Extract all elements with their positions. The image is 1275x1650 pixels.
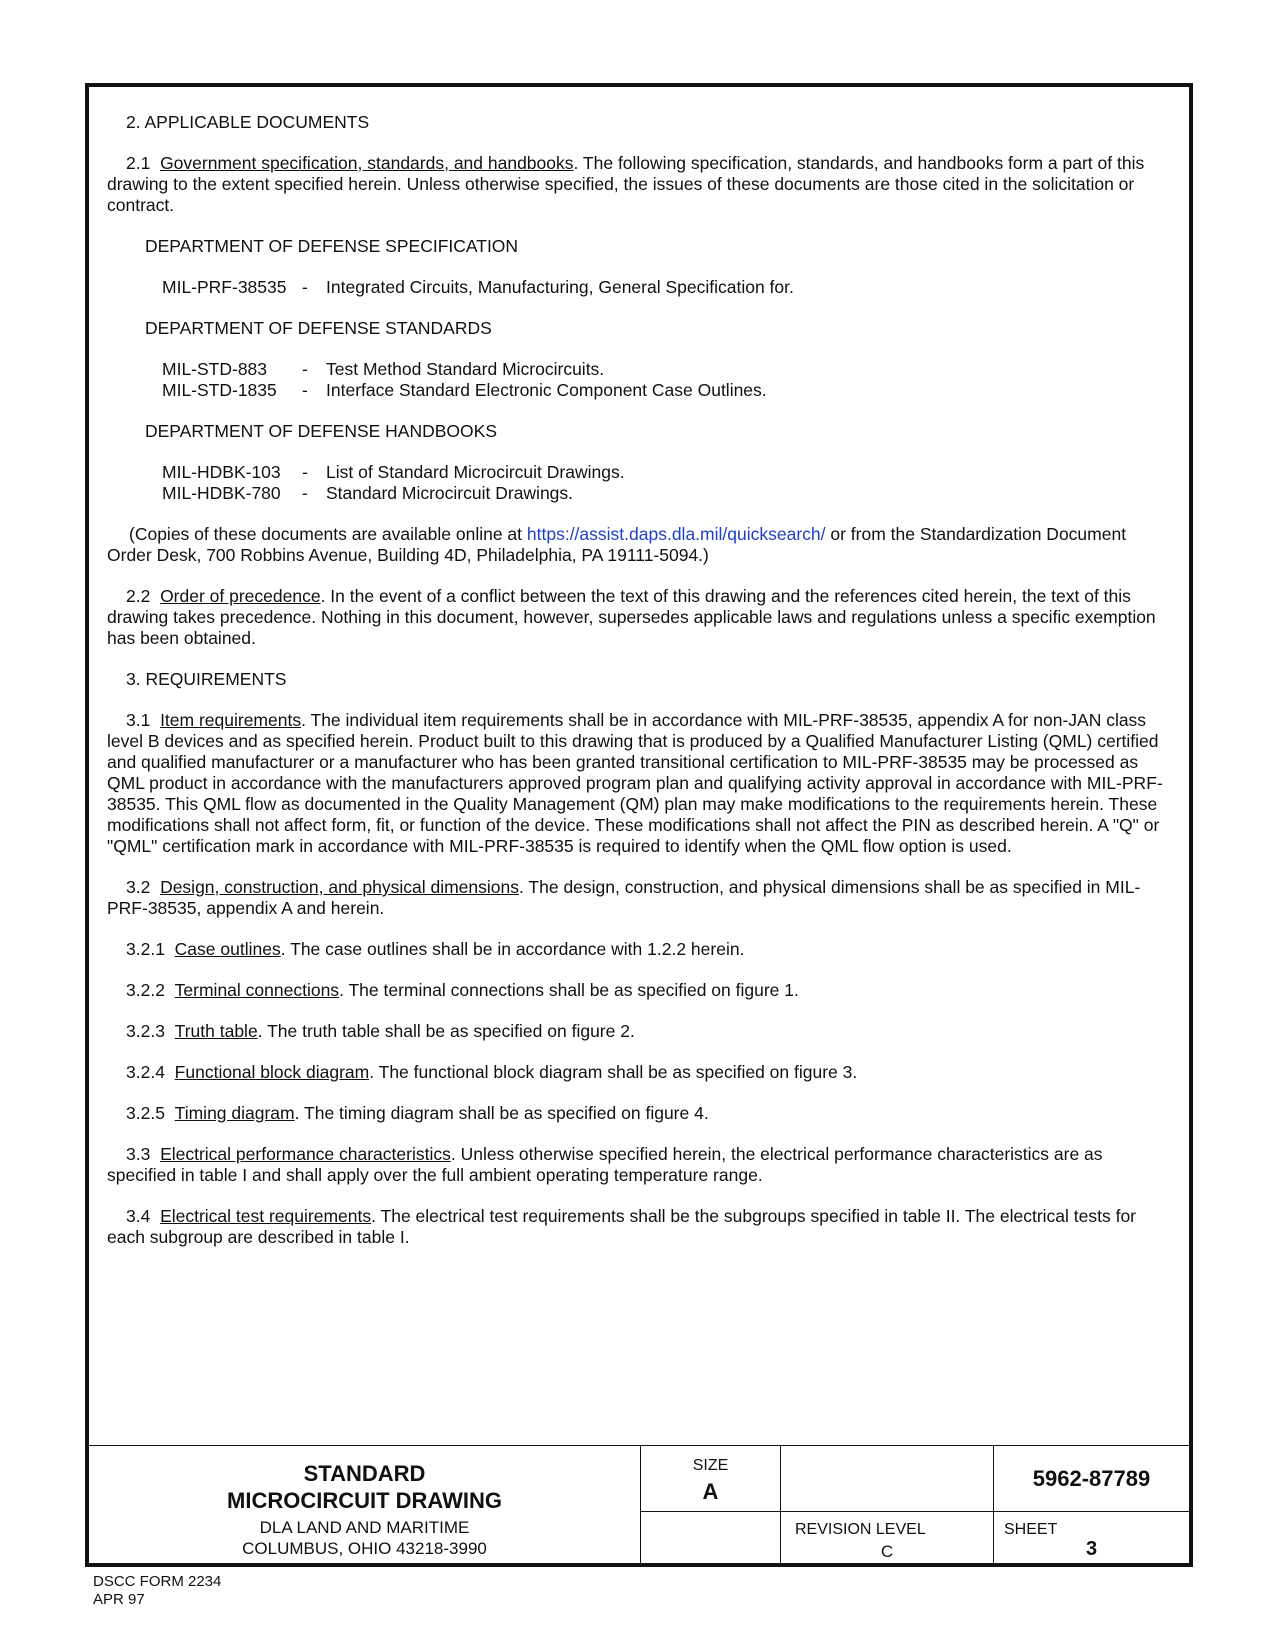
section-2-1-text: . The following specification, standards, and handbooks form a part of this drawing to the extent specified herein. Unless otherwise specified, the issues of these documents are those cited in the solicitation or contract. [107,153,1145,215]
section-2-2-text: . In the event of a conflict between the text of this drawing and the references cited herein, the text of this drawing takes precedence. Nothing in this document, however, supersedes applicable laws and regulations unless a specific exemption has been obtained. [107,586,1156,648]
section-3-2-5-text: . The timing diagram shall be as specified on figure 4. [294,1103,709,1123]
section-3-1-title: Item requirements [160,710,302,730]
dod-hdbk-heading: DEPARTMENT OF DEFENSE HANDBOOKS [145,421,497,441]
section-3-4-title: Electrical test requirements [160,1206,372,1226]
section-3-2-2-title: Terminal connections [174,980,340,1000]
doc-dash: - [302,483,308,503]
section-3-2-1-title: Case outlines [174,939,281,959]
copies-prefix: (Copies of these documents are available online at [129,524,527,544]
copies-suffix: or from the Standardization Document Order Desk, 700 Robbins Avenue, Building 4D, Philadelphia, PA 19111-5094.) [107,524,1127,565]
section-3-2-2-number: 3.2.2 [126,980,165,1000]
section-3-2-4-text: . The functional block diagram shall be as specified on figure 3. [369,1062,858,1082]
section-3-4-number: 3.4 [126,1206,151,1226]
dod-hdbk-list [107,462,1173,504]
doc-list-item [162,277,1173,298]
form-date: APR 97 [93,1591,145,1608]
assist-link[interactable]: https://assist.daps.dla.mil/quicksearch/ [526,524,826,544]
section-3-3-text: . Unless otherwise specified herein, the electrical performance characteristics are as specified in table I and shall apply over the full ambient operating temperature range. [107,1144,1103,1185]
revision-label: REVISION LEVEL [795,1521,926,1538]
org-address: COLUMBUS, OHIO 43218-3990 [242,1539,487,1558]
section-2-heading: 2. APPLICABLE DOCUMENTS [126,112,370,132]
doc-code: MIL-STD-883 [162,359,268,379]
doc-code: MIL-HDBK-103 [162,462,281,482]
doc-list-item [162,359,1173,380]
section-3-2-5-number: 3.2.5 [126,1103,165,1123]
doc-list-item [162,462,1173,483]
section-2-1-number: 2.1 [126,153,151,173]
section-3-1-number: 3.1 [126,710,151,730]
form-identifier [93,1573,221,1609]
microcircuit-drawing-label: MICROCIRCUIT DRAWING [227,1488,502,1513]
section-3-4 [107,1206,1173,1248]
document-body [107,112,1173,1268]
doc-code: MIL-PRF-38535 [162,277,287,297]
dod-spec-heading: DEPARTMENT OF DEFENSE SPECIFICATION [145,236,519,256]
section-3-2-number: 3.2 [126,877,151,897]
dod-spec-list [107,277,1173,298]
section-2-2 [107,586,1173,649]
title-block-empty-cell [781,1446,994,1512]
dod-std-heading: DEPARTMENT OF DEFENSE STANDARDS [145,318,492,338]
section-3-2-4-number: 3.2.4 [126,1062,165,1082]
form-number: DSCC FORM 2234 [93,1573,222,1590]
section-2-1-title: Government specification, standards, and handbooks [160,153,574,173]
size-cell [641,1446,781,1512]
section-3-2-1-text: . The case outlines shall be in accordance with 1.2.2 herein. [280,939,745,959]
section-3-3-title: Electrical performance characteristics [160,1144,451,1164]
org-name: DLA LAND AND MARITIME [259,1518,470,1537]
drawing-number: 5962-87789 [994,1446,1189,1512]
size-label: SIZE [692,1457,729,1474]
doc-title: Test Method Standard Microcircuits. [326,359,605,379]
section-3-2-3-title: Truth table [174,1021,258,1041]
revision-value: C [880,1542,894,1561]
doc-code: MIL-STD-1835 [162,380,277,400]
section-3-2-1-number: 3.2.1 [126,939,165,959]
section-3-2-3 [107,1021,1173,1042]
section-3-2-2-text: . The terminal connections shall be as specified on figure 1. [339,980,799,1000]
section-3-2-4-title: Functional block diagram [174,1062,370,1082]
section-3-2-title: Design, construction, and physical dimensions [160,877,520,897]
doc-code: MIL-HDBK-780 [162,483,281,503]
doc-title: Interface Standard Electronic Component Case Outlines. [326,380,767,400]
section-3-2-3-text: . The truth table shall be as specified on figure 2. [257,1021,635,1041]
section-3-1-text: . The individual item requirements shall be in accordance with MIL-PRF-38535, appendix A for non-JAN class level B devices and as specified herein. Product built to this drawing that is produced by a Qualified Manufacturer Listing (QML) certified and qualified manufacturer or a manufacturer who has been granted transitional certification to MIL-PRF-38535 may be processed as QML product in accordance with the manufacturers approved program plan and qualifying activity approval in accordance with MIL-PRF-38535. This QML flow as documented in the Quality Management (QM) plan may make modifications to the requirements herein. These modifications shall not affect form, fit, or function of the device. These modifications shall not affect the PIN as described herein. A "Q" or "QML" certification mark in accordance with MIL-PRF-38535 is required to identify when the QML flow option is used. [107,710,1163,856]
sheet-cell [994,1512,1189,1564]
section-3-1 [107,710,1173,857]
sheet-label: SHEET [1004,1521,1058,1538]
dod-std-list [107,359,1173,401]
section-3-2-1 [107,939,1173,960]
section-3-2-5 [107,1103,1173,1124]
doc-title: Integrated Circuits, Manufacturing, General Specification for. [326,277,794,297]
section-3-3-number: 3.3 [126,1144,151,1164]
title-block-empty-cell [641,1512,781,1564]
doc-title: List of Standard Microcircuit Drawings. [326,462,625,482]
section-2-2-title: Order of precedence [160,586,321,606]
section-3-4-text: . The electrical test requirements shall be the subgroups specified in table II. The electrical tests for each subgroup are described in table I. [107,1206,1137,1247]
section-3-2-2 [107,980,1173,1001]
doc-dash: - [302,277,308,297]
section-3-2-text: . The design, construction, and physical dimensions shall be as specified in MIL-PRF-38535, appendix A and herein. [107,877,1141,918]
doc-dash: - [302,359,308,379]
doc-list-item [162,483,1173,504]
doc-dash: - [302,380,308,400]
size-value: A [702,1479,719,1504]
section-2-2-number: 2.2 [126,586,151,606]
section-3-2-4 [107,1062,1173,1083]
section-3-2-5-title: Timing diagram [174,1103,295,1123]
section-3-heading: 3. REQUIREMENTS [126,669,287,689]
doc-dash: - [302,462,308,482]
sheet-number: 3 [1085,1538,1098,1560]
section-3-2-3-number: 3.2.3 [126,1021,165,1041]
section-3-2 [107,877,1173,919]
title-block-agency [89,1446,641,1564]
revision-cell [781,1512,994,1564]
section-2-1 [107,153,1173,216]
doc-title: Standard Microcircuit Drawings. [326,483,574,503]
section-3-3 [107,1144,1173,1186]
standard-label: STANDARD [303,1461,426,1486]
copies-note [107,524,1173,566]
title-block [89,1445,1189,1563]
doc-list-item [162,380,1173,401]
